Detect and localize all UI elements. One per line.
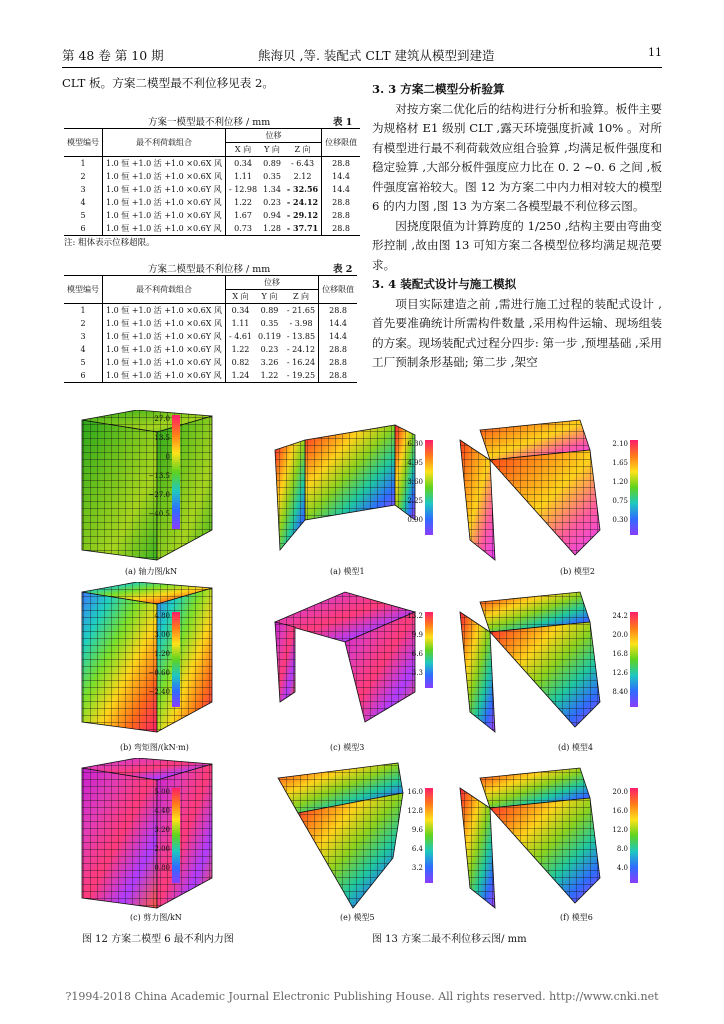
figure-panel-m1: [265, 410, 425, 565]
panel-caption: (f) 模型6: [560, 913, 593, 922]
scale-label: 3.2: [411, 864, 423, 872]
section-3-3-heading: 3. 3 方案二模型分析验算: [372, 82, 505, 96]
table2: [64, 275, 357, 383]
color-scale-bar: [425, 612, 433, 688]
t2-col-model: 模型编号: [64, 276, 103, 304]
cell-id: 5: [64, 209, 103, 222]
color-scale-bar: [630, 440, 638, 535]
cell-z: - 24.12: [284, 343, 319, 356]
table-row: [64, 183, 360, 196]
scale-label: 5.00: [154, 788, 170, 796]
article-title: 熊海贝 ,等. 装配式 CLT 建筑从模型到建造: [258, 48, 495, 63]
mesh-overlay: [490, 622, 600, 727]
table1-note: 注: 粗体表示位移超限。: [64, 238, 155, 248]
table1-label: 表 1: [333, 117, 353, 128]
scale-label: 3.00: [154, 631, 170, 639]
contour-plot-m3: [265, 582, 425, 737]
cell-limit: 28.8: [329, 345, 347, 354]
scale-label: 27.0: [154, 415, 170, 423]
table-row: [64, 330, 357, 343]
table-row: [64, 304, 357, 318]
cell-combo: 1.0 恒 +1.0 活 +1.0 ×0.6X 风: [103, 170, 226, 183]
right-column: [372, 80, 662, 373]
cell-id: 6: [64, 222, 103, 236]
mesh-overlay: [275, 440, 305, 550]
cell-limit: 28.8: [322, 157, 361, 171]
scale-label: 16.0: [407, 788, 423, 796]
cell-y: 0.23: [263, 198, 281, 207]
panel-caption: (d) 模型4: [558, 743, 593, 752]
cell-x: 0.82: [231, 358, 250, 367]
cell-y: 0.89: [260, 157, 284, 171]
cell-combo: 1.0 恒 +1.0 活 +1.0 ×0.6X 风: [103, 304, 226, 318]
table-row: [64, 196, 360, 209]
cell-x: 0.34: [225, 304, 255, 318]
cell-x: 1.67: [234, 211, 252, 220]
cell-z: - 21.65: [284, 304, 319, 318]
scale-label: 1.65: [612, 459, 628, 467]
panel-caption: (e) 模型5: [340, 913, 375, 922]
table-row: [64, 317, 357, 330]
cell-y: 0.35: [263, 172, 281, 181]
cell-z: - 6.43: [284, 157, 322, 171]
cell-x: 1.22: [234, 198, 252, 207]
scale-label: 9.6: [411, 826, 423, 834]
table-row: [64, 170, 360, 183]
contour-plot-moment: [62, 582, 222, 737]
t2-col-x: X 向: [225, 290, 255, 304]
color-scale-bar: [630, 612, 638, 707]
cell-combo: 1.0 恒 +1.0 活 +1.0 ×0.6Y 风: [103, 356, 226, 369]
figure-panel-m4: [450, 582, 610, 737]
panel-caption: (c) 剪力图/kN: [130, 913, 182, 922]
figure-panel-moment: [62, 582, 222, 737]
color-scale-bar: [425, 440, 433, 535]
scale-label: 6.30: [407, 440, 423, 448]
scale-label: −40.5: [148, 510, 170, 518]
cell-y: 1.34: [263, 185, 281, 194]
mesh-overlay: [157, 764, 212, 908]
t2-col-combo: 最不利荷载组合: [103, 276, 226, 304]
cell-z: - 19.25: [284, 369, 319, 383]
scale-label: 0.75: [612, 497, 628, 505]
cell-y: 0.94: [263, 211, 281, 220]
cell-limit: 28.8: [319, 369, 358, 383]
col-model: 模型编号: [64, 129, 103, 157]
scale-label: −2.40: [148, 688, 170, 696]
scale-label: 13.2: [407, 612, 423, 620]
table-row: [64, 343, 357, 356]
cell-limit: 28.8: [332, 198, 350, 207]
cell-id: 5: [64, 356, 103, 369]
cell-combo: 1.0 恒 +1.0 活 +1.0 ×0.6Y 风: [103, 369, 226, 383]
cell-id: 2: [64, 170, 103, 183]
cell-combo: 1.0 恒 +1.0 活 +1.0 ×0.6X 风: [103, 317, 226, 330]
t2-col-disp: 位移: [225, 276, 318, 290]
table1: [64, 128, 360, 236]
t2-col-y: Y 向: [255, 290, 284, 304]
fig13-caption: 图 13 方案二最不利位移云图/ mm: [372, 934, 527, 945]
scale-label: 12.8: [407, 807, 423, 815]
scale-label: 16.8: [612, 650, 628, 658]
cell-z: - 32.56: [284, 183, 322, 196]
paragraph-3-4: 项目实际建造之前 ,需进行施工过程的装配式设计 ,首先要准确统计所需构件数量 ,采用构件运输、现场组装的方案。现场装配式过程分四步: 第一步 ,预埋基础 ,采用工厂预制条形基础; 第二步 ,架空: [372, 296, 662, 369]
cell-y: 0.35: [260, 319, 279, 328]
figure-panel-m3: [265, 582, 425, 737]
panel-caption: (c) 模型3: [330, 743, 365, 752]
cell-id: 4: [64, 343, 103, 356]
scale-label: 16.0: [612, 807, 628, 815]
cell-limit: 28.8: [329, 358, 347, 367]
cell-z: - 13.85: [284, 330, 319, 343]
cell-combo: 1.0 恒 +1.0 活 +1.0 ×0.6Y 风: [103, 343, 226, 356]
cell-limit: 14.4: [329, 332, 347, 341]
color-scale-bar: [172, 612, 180, 707]
figure-panel-m5: [258, 758, 418, 913]
mesh-overlay: [305, 425, 395, 520]
col-disp: 位移: [225, 129, 321, 143]
color-scale-bar: [172, 788, 180, 883]
t2-col-limit: 位移限值: [319, 276, 358, 304]
cell-limit: 14.4: [332, 172, 350, 181]
scale-label: 6.6: [411, 650, 423, 658]
scale-label: 13.5: [154, 434, 170, 442]
scale-label: 12.0: [612, 826, 628, 834]
mesh-overlay: [298, 793, 403, 908]
color-scale-bar: [425, 788, 433, 883]
cell-x: 1.11: [231, 319, 250, 328]
table2-title: 方案二模型最不利位移 / mm: [148, 264, 271, 275]
scale-label: 12.6: [612, 669, 628, 677]
scale-label: 8.0: [616, 845, 628, 853]
cell-x: 1.24: [225, 369, 255, 383]
table-row: [64, 222, 360, 236]
page-number: 11: [648, 46, 662, 59]
cell-id: 2: [64, 317, 103, 330]
contour-plot-m2: [450, 410, 610, 565]
cell-combo: 1.0 恒 +1.0 活 +1.0 ×0.6Y 风: [103, 196, 226, 209]
scale-label: 3.3: [411, 669, 423, 677]
panel-caption: (b) 弯矩图/(kN·m): [120, 743, 189, 752]
scale-label: 2.10: [612, 440, 628, 448]
scale-label: 20.0: [612, 788, 628, 796]
table-row: [64, 209, 360, 222]
scale-label: 1.20: [612, 478, 628, 486]
cell-x: 0.34: [225, 157, 260, 171]
mesh-overlay: [490, 450, 600, 555]
cell-y: 1.28: [260, 222, 284, 236]
cell-limit: 28.8: [332, 211, 350, 220]
scale-label: 8.40: [612, 688, 628, 696]
col-z: Z 向: [284, 143, 322, 157]
cell-y: 0.119: [258, 332, 281, 341]
cell-limit: 28.8: [319, 304, 358, 318]
fig12-caption: 图 12 方案二模型 6 最不利内力图: [82, 934, 234, 945]
scale-label: 0.90: [407, 516, 423, 524]
contour-plot-m5: [258, 758, 418, 913]
scale-label: 24.2: [612, 612, 628, 620]
contour-plot-m1: [265, 410, 425, 565]
figure-panel-m2: [450, 410, 610, 565]
color-scale-bar: [172, 415, 180, 529]
scale-label: 0: [165, 453, 170, 461]
cell-y: 3.26: [260, 358, 279, 367]
copyright-footer: ?1994-2018 China Academic Journal Electronic Publishing House. All rights reserved. http://www.cnki.net: [65, 990, 659, 1003]
paragraph-3-3-a: 对按方案二优化后的结构进行分析和验算。板件主要为规格材 E1 级别 CLT ,露天环境强度折减 10% 。对所有模型进行最不利荷载效应组合验算 ,均满足板件强度和稳定验算 ,大部分板件强度应力比在 0. 2 ~0. 6 之间 ,板件强度富裕较大。图 12 为方案二中内力相对较大的模型 6 的内力图 ,图 13 为方案二各模型最不利位移云图。: [372, 101, 662, 213]
scale-label: 4.95: [407, 459, 423, 467]
figure-panel-m6: [450, 758, 610, 913]
mesh-overlay: [490, 798, 600, 903]
table-row: [64, 369, 357, 383]
panel-caption: (b) 模型2: [560, 567, 595, 576]
scale-label: 4.80: [154, 612, 170, 620]
scale-label: −0.60: [148, 669, 170, 677]
col-x: X 向: [225, 143, 260, 157]
mesh-overlay: [157, 588, 212, 732]
cell-id: 3: [64, 183, 103, 196]
scale-label: 9.9: [411, 631, 423, 639]
cell-x: - 4.61: [228, 332, 253, 341]
cell-id: 6: [64, 369, 103, 383]
table-row: [64, 157, 360, 171]
scale-label: 3.60: [407, 478, 423, 486]
cell-x: 1.11: [234, 172, 252, 181]
cell-x: - 12.98: [228, 185, 258, 194]
cell-z: - 3.98: [284, 317, 319, 330]
cell-id: 1: [64, 304, 103, 318]
col-combo: 最不利荷载组合: [103, 129, 226, 157]
cell-id: 1: [64, 157, 103, 171]
scale-label: 6.4: [411, 845, 423, 853]
cell-combo: 1.0 恒 +1.0 活 +1.0 ×0.6X 风: [103, 157, 226, 171]
cell-combo: 1.0 恒 +1.0 活 +1.0 ×0.6Y 风: [103, 330, 226, 343]
section-3-4-heading: 3. 4 装配式设计与施工模拟: [372, 277, 517, 291]
cell-limit: 14.4: [332, 185, 350, 194]
scale-label: 1.20: [154, 650, 170, 658]
cell-z: - 37.71: [284, 222, 322, 236]
color-scale-bar: [630, 788, 638, 883]
col-limit: 位移限值: [322, 129, 361, 157]
scale-label: 4.0: [616, 864, 628, 872]
header-rule: [62, 67, 662, 68]
panel-caption: (a) 轴力图/kN: [125, 567, 178, 576]
cell-limit: 14.4: [329, 319, 347, 328]
contour-plot-m4: [450, 582, 610, 737]
contour-plot-shear: [62, 758, 222, 913]
cell-combo: 1.0 恒 +1.0 活 +1.0 ×0.6Y 风: [103, 222, 226, 236]
col-y: Y 向: [260, 143, 284, 157]
cell-y: 0.23: [260, 345, 279, 354]
contour-plot-m6: [450, 758, 610, 913]
cell-combo: 1.0 恒 +1.0 活 +1.0 ×0.6Y 风: [103, 209, 226, 222]
scale-label: 20.0: [612, 631, 628, 639]
table-row: [64, 356, 357, 369]
cell-y: 0.89: [255, 304, 284, 318]
scale-label: −27.0: [148, 491, 170, 499]
cell-z: - 29.12: [284, 209, 322, 222]
cell-x: 1.22: [231, 345, 250, 354]
cell-x: 0.73: [225, 222, 260, 236]
left-text: CLT 板。方案二模型最不利位移见表 2。: [62, 76, 275, 90]
scale-label: 4.40: [154, 807, 170, 815]
cell-id: 4: [64, 196, 103, 209]
cell-id: 3: [64, 330, 103, 343]
cell-z: 2.12: [284, 170, 322, 183]
scale-label: 3.20: [154, 826, 170, 834]
t2-col-z: Z 向: [284, 290, 319, 304]
table2-label: 表 2: [333, 264, 353, 275]
cell-z: - 16.24: [284, 356, 319, 369]
table1-title: 方案一模型最不利位移 / mm: [148, 117, 271, 128]
cell-z: - 24.12: [284, 196, 322, 209]
scale-label: 0.30: [612, 516, 628, 524]
cell-combo: 1.0 恒 +1.0 活 +1.0 ×0.6Y 风: [103, 183, 226, 196]
cell-limit: 28.8: [322, 222, 361, 236]
scale-label: 0.80: [154, 864, 170, 872]
running-header: [62, 46, 662, 68]
scale-label: 2.00: [154, 845, 170, 853]
cell-y: 1.22: [255, 369, 284, 383]
figure-panel-shear: [62, 758, 222, 913]
journal-volume: 第 48 卷 第 10 期: [62, 48, 164, 63]
scale-label: −13.5: [148, 472, 170, 480]
mesh-overlay: [275, 622, 295, 702]
panel-caption: (a) 模型1: [330, 567, 365, 576]
scale-label: 2.25: [407, 497, 423, 505]
paragraph-3-3-b: 因挠度限值为计算跨度的 1/250 ,结构主要由弯曲变形控制 ,故由图 13 可知方案二各模型位移均满足规范要求。: [372, 218, 662, 272]
